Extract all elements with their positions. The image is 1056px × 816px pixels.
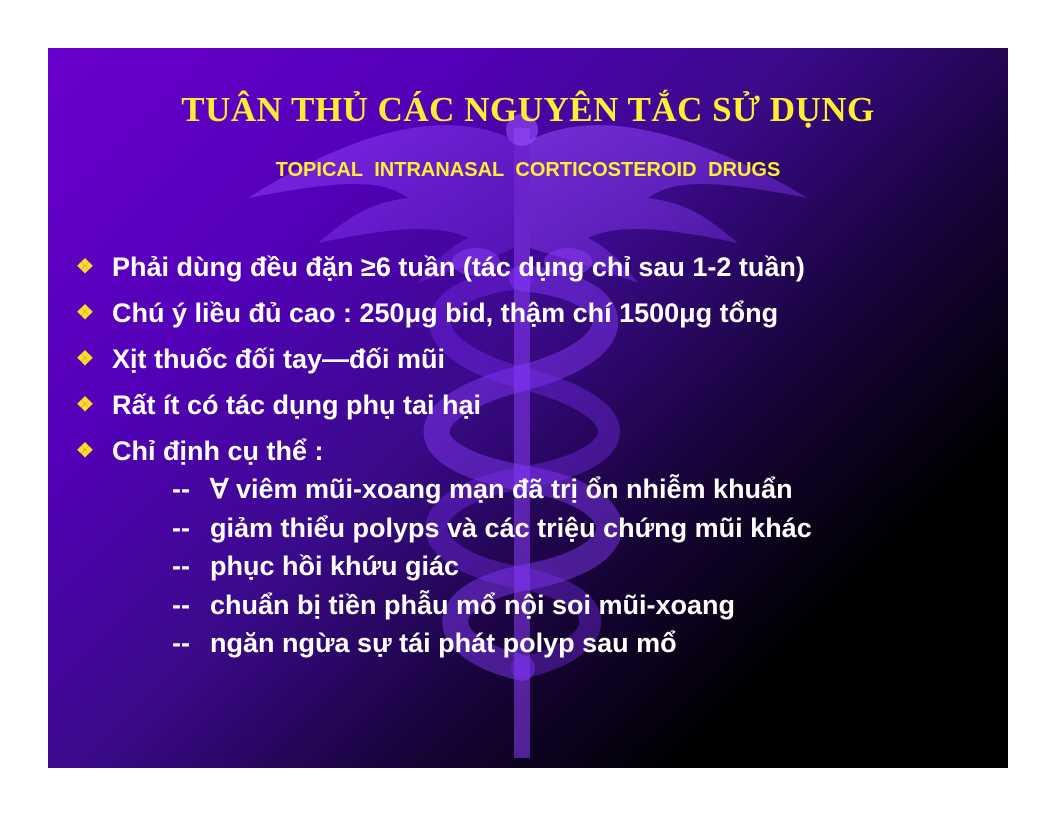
dash-marker: --	[172, 474, 190, 504]
dash-marker: --	[172, 512, 190, 543]
dash-marker: --	[172, 551, 190, 581]
sub-item-text: giảm thiểu polyps và các triệu chứng mũi khác	[210, 512, 812, 543]
diamond-bullet-icon: ❖	[76, 440, 94, 462]
sub-list	[172, 470, 992, 663]
diamond-bullet-icon: ❖	[76, 394, 94, 416]
sub-item	[172, 470, 992, 509]
bullet-item	[76, 244, 996, 290]
sub-item-text: phục hồi khứu giác	[210, 551, 460, 581]
slide-subtitle: TOPICAL INTRANASAL CORTICOSTEROID DRUGS	[275, 159, 781, 181]
diamond-bullet-icon: ❖	[76, 256, 94, 278]
bullet-text: Chú ý liều đủ cao : 250μg bid, thậm chí 1500μg tổng	[112, 298, 779, 328]
bullet-item	[76, 428, 996, 474]
slide	[48, 48, 1008, 768]
dash-marker: --	[172, 589, 190, 620]
bullet-text: Rất ít có tác dụng phụ tai hại	[112, 390, 482, 420]
sub-item-text: ngăn ngừa sự tái phát polyp sau mổ	[210, 628, 677, 658]
slide-title: TUÂN THỦ CÁC NGUYÊN TẮC SỬ DỤNG	[181, 90, 875, 129]
sub-item-text: ∀ viêm mũi-xoang mạn đã trị ổn nhiễm khuẩn	[210, 474, 793, 504]
diamond-bullet-icon: ❖	[76, 348, 94, 370]
bullet-text: Xịt thuốc đối tay—đối mũi	[112, 344, 445, 374]
diamond-bullet-icon: ❖	[76, 302, 94, 324]
bullet-item	[76, 290, 996, 336]
sub-item	[172, 586, 992, 625]
bullet-item	[76, 382, 996, 428]
bullet-text: Chỉ định cụ thể :	[112, 436, 324, 466]
sub-item-text: chuẩn bị tiền phẫu mổ nội soi mũi-xoang	[210, 589, 736, 620]
dash-marker: --	[172, 628, 190, 658]
bullet-item	[76, 336, 996, 382]
sub-item	[172, 547, 992, 586]
sub-item	[172, 509, 992, 548]
sub-item	[172, 624, 992, 663]
bullet-text: Phải dùng đều đặn ≥6 tuần (tác dụng chỉ sau 1-2 tuần)	[112, 252, 805, 282]
bullet-list	[76, 244, 996, 474]
